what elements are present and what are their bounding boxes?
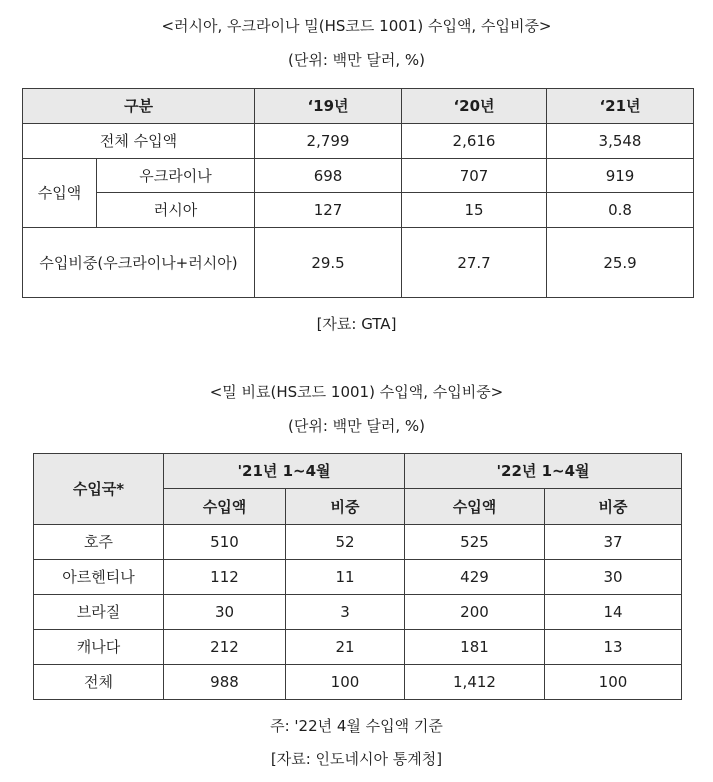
table-cell: 510	[164, 525, 286, 560]
header-share: 비중	[545, 489, 682, 525]
table2-unit: (단위: 백만 달러, %)	[287, 417, 426, 435]
header-share: 비중	[286, 489, 405, 525]
table-row	[23, 159, 694, 193]
row-label-country: 아르헨티나	[34, 560, 164, 595]
row-label-country: 호주	[34, 525, 164, 560]
table-cell: 30	[545, 560, 682, 595]
table-header-row	[23, 89, 694, 124]
row-label-import-share: 수입비중(우크라이나+러시아)	[23, 228, 255, 298]
header-amount: 수입액	[164, 489, 286, 525]
row-label-ukraine: 우크라이나	[97, 159, 255, 193]
table1-source: [자료: GTA]	[316, 315, 397, 333]
table-cell: 11	[286, 560, 405, 595]
table-cell: 25.9	[547, 228, 694, 298]
header-period-2022: '22년 1~4월	[405, 454, 682, 489]
table-cell: 212	[164, 630, 286, 665]
table-cell: 0.8	[547, 193, 694, 228]
row-label-total-imports: 전체 수입액	[23, 124, 255, 159]
row-label-country: 전체	[34, 665, 164, 700]
header-amount: 수입액	[405, 489, 545, 525]
table-cell: 29.5	[255, 228, 402, 298]
table-cell: 100	[286, 665, 405, 700]
row-label-country: 브라질	[34, 595, 164, 630]
header-2019: ‘19년	[255, 89, 402, 124]
table-cell: 27.7	[402, 228, 547, 298]
russia-ukraine-wheat-import-table	[22, 88, 694, 298]
table1-title: <러시아, 우크라이나 밀(HS코드 1001) 수입액, 수입비중>	[161, 17, 552, 35]
table-cell: 14	[545, 595, 682, 630]
table-row	[34, 665, 682, 700]
table-cell: 181	[405, 630, 545, 665]
table-cell: 127	[255, 193, 402, 228]
table-cell: 30	[164, 595, 286, 630]
row-group-import-amount: 수입액	[23, 159, 97, 228]
table2-title: <밀 비료(HS코드 1001) 수입액, 수입비중>	[209, 383, 504, 401]
table-row	[34, 525, 682, 560]
table-row	[34, 560, 682, 595]
table-cell: 2,616	[402, 124, 547, 159]
row-label-russia: 러시아	[97, 193, 255, 228]
table-cell: 3	[286, 595, 405, 630]
table-row	[23, 228, 694, 298]
table-cell: 3,548	[547, 124, 694, 159]
table-cell: 112	[164, 560, 286, 595]
table1-unit: (단위: 백만 달러, %)	[287, 51, 426, 69]
table-cell: 100	[545, 665, 682, 700]
table-cell: 52	[286, 525, 405, 560]
header-2020: ‘20년	[402, 89, 547, 124]
table-header-row	[34, 454, 682, 489]
table-row	[23, 193, 694, 228]
table-cell: 707	[402, 159, 547, 193]
table-cell: 1,412	[405, 665, 545, 700]
table-row	[34, 595, 682, 630]
header-2021: ‘21년	[547, 89, 694, 124]
header-period-2021: '21년 1~4월	[164, 454, 405, 489]
table-cell: 988	[164, 665, 286, 700]
table-cell: 698	[255, 159, 402, 193]
table2-note: 주: '22년 4월 수입액 기준	[270, 717, 443, 735]
table-cell: 15	[402, 193, 547, 228]
table2-source: [자료: 인도네시아 통계청]	[270, 750, 443, 768]
table-cell: 21	[286, 630, 405, 665]
header-import-country: 수입국*	[34, 454, 164, 525]
header-category: 구분	[23, 89, 255, 124]
table-cell: 37	[545, 525, 682, 560]
wheat-import-by-country-table	[33, 453, 682, 700]
table-cell: 2,799	[255, 124, 402, 159]
table-cell: 200	[405, 595, 545, 630]
row-label-country: 캐나다	[34, 630, 164, 665]
table-row	[23, 124, 694, 159]
table-cell: 429	[405, 560, 545, 595]
table-row	[34, 630, 682, 665]
table-cell: 13	[545, 630, 682, 665]
table-cell: 919	[547, 159, 694, 193]
table-cell: 525	[405, 525, 545, 560]
